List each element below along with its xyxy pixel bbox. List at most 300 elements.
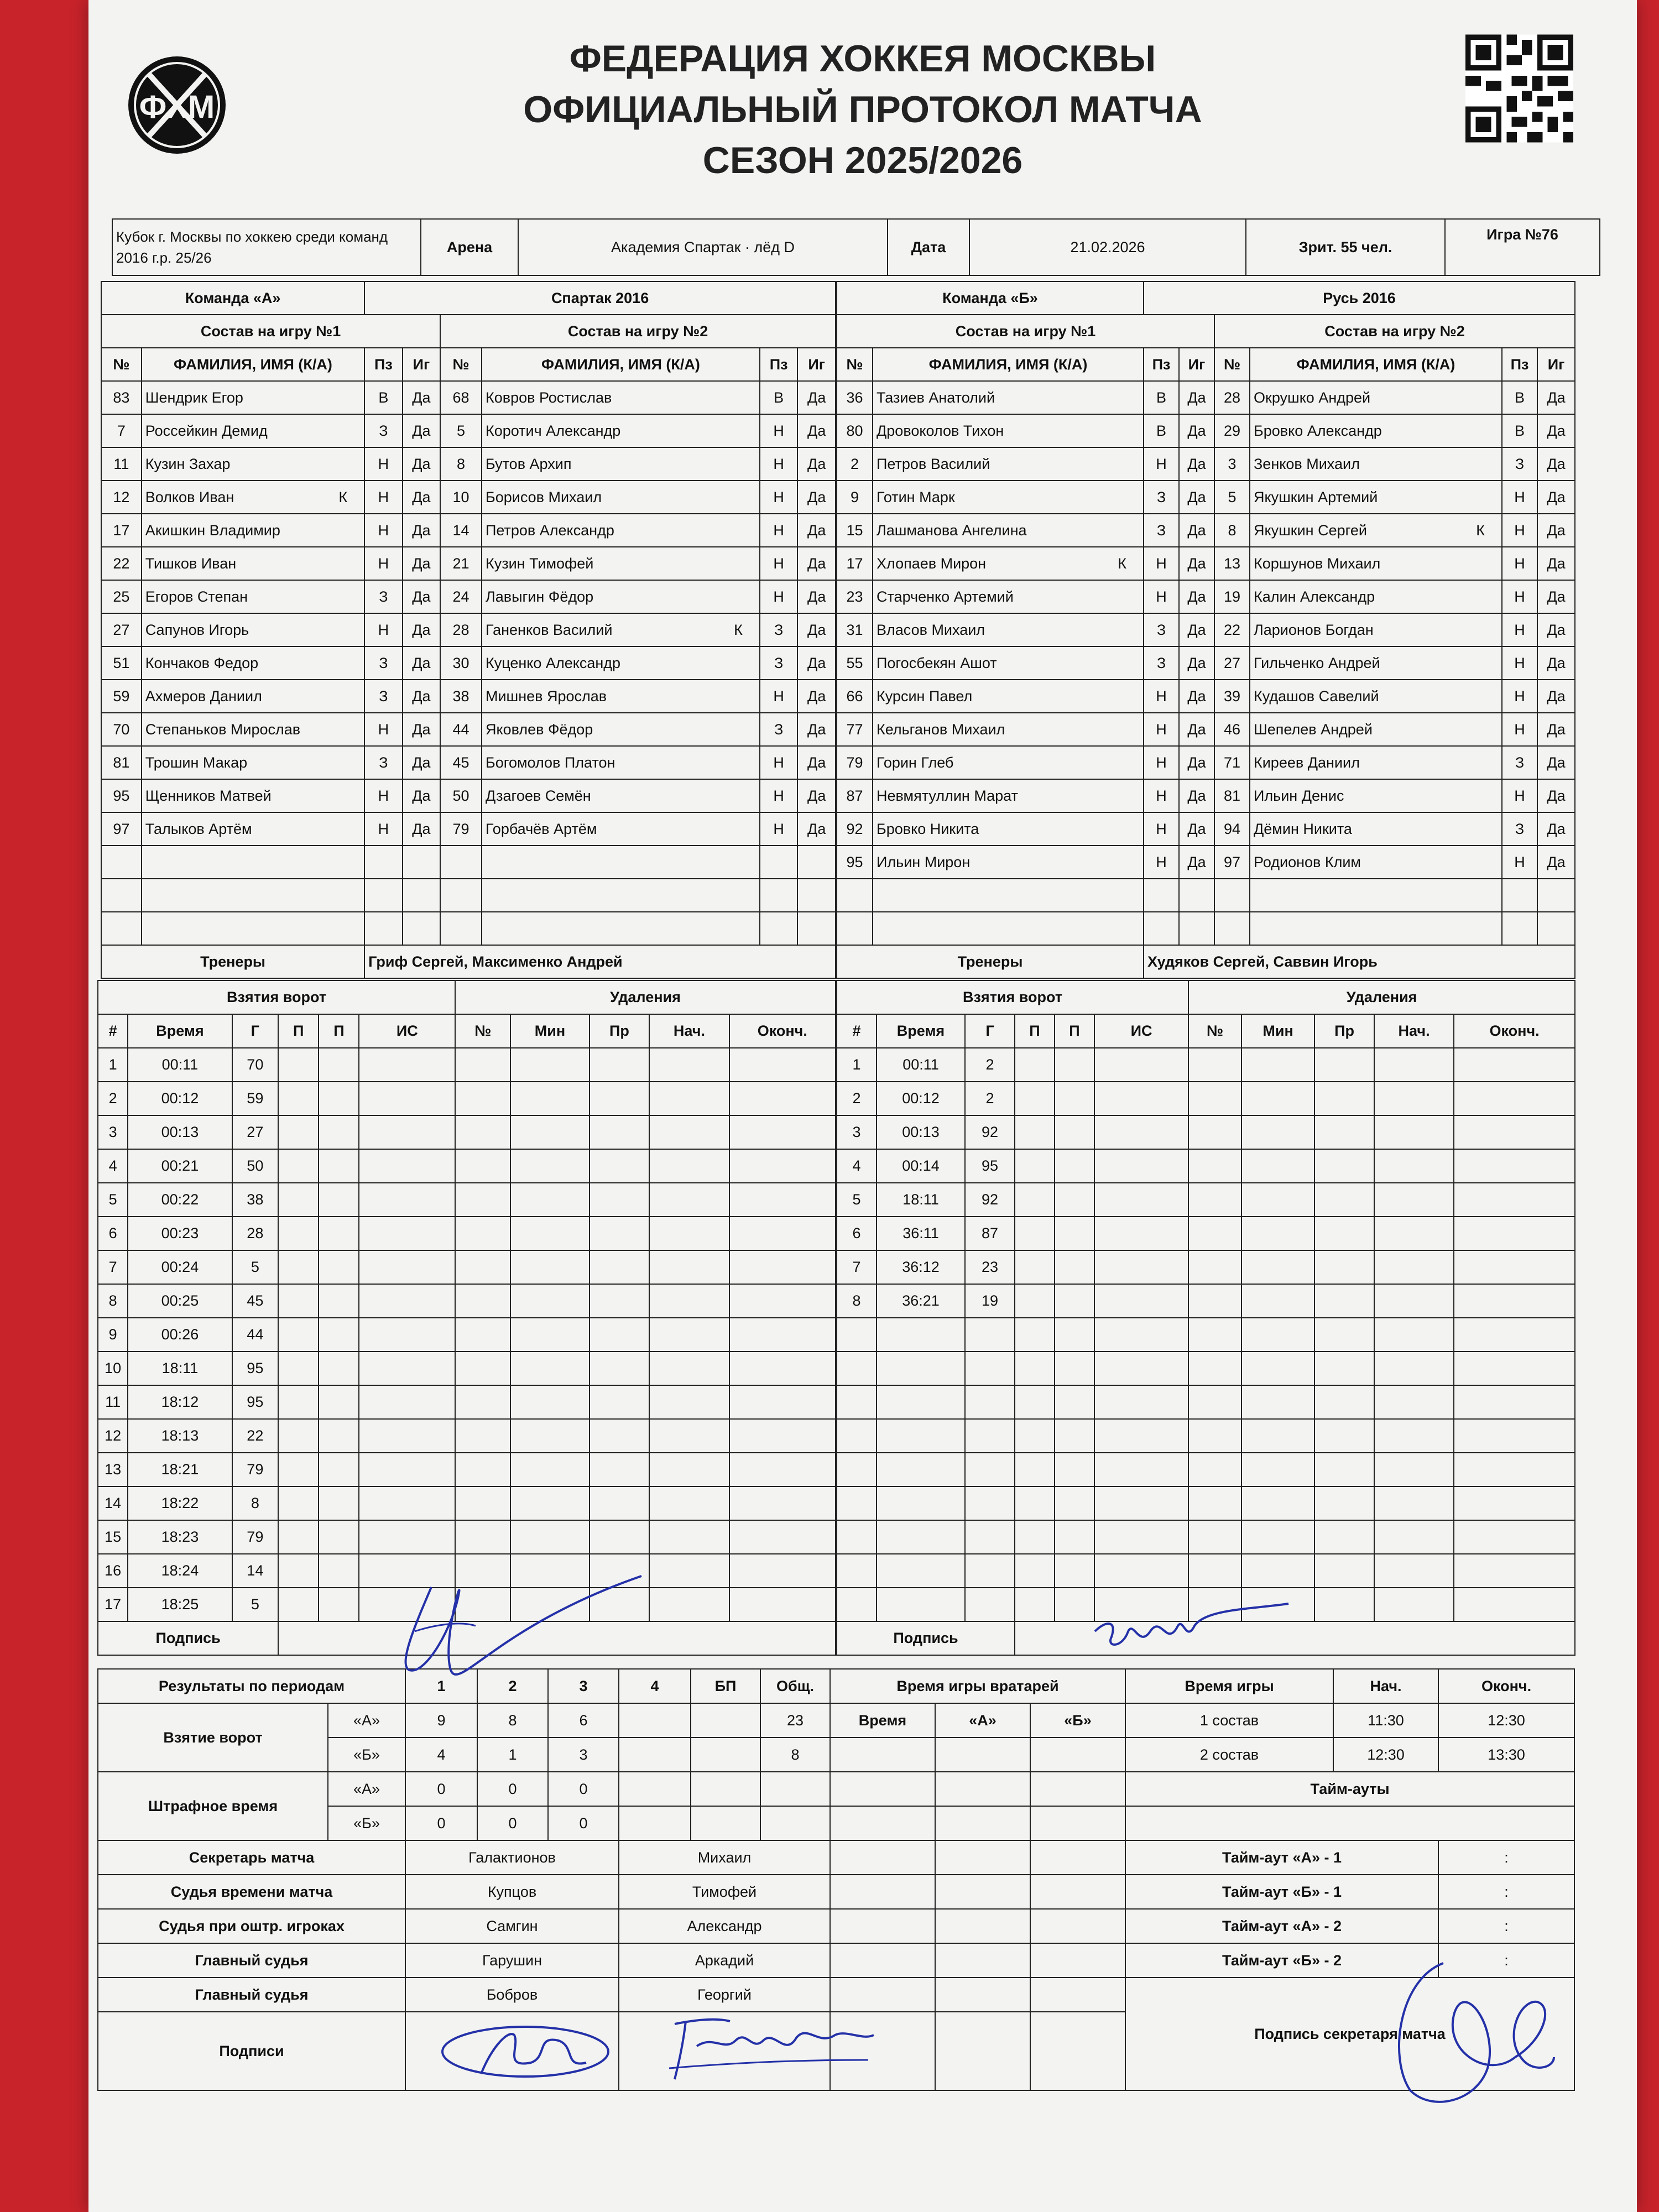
- penalty-cell: [1188, 1149, 1241, 1183]
- goal-index: [837, 1520, 877, 1554]
- penalty-cell: [455, 1419, 510, 1453]
- player-played: Да: [1179, 680, 1214, 713]
- player-name: [482, 846, 760, 879]
- player-played: Да: [403, 746, 440, 779]
- penalty-cell: [510, 1453, 589, 1486]
- player-name-text: Акишкин Владимир: [145, 521, 280, 539]
- player-name-text: Егоров Степан: [145, 588, 248, 605]
- goal-assist-2: [1055, 1217, 1094, 1250]
- team-a-penalties-title: Удаления: [455, 980, 836, 1014]
- player-number: 25: [101, 580, 142, 613]
- table-row: [101, 547, 836, 580]
- player-name-text: Коротич Александр: [485, 422, 621, 439]
- player-position: [760, 912, 797, 945]
- goal-assist-2: [319, 1554, 359, 1588]
- player-name-text: Шендрик Егор: [145, 389, 243, 406]
- player-number: 46: [1214, 713, 1250, 746]
- goal-situation: [1094, 1554, 1188, 1588]
- player-position: Н: [364, 812, 402, 846]
- player-played: Да: [797, 680, 836, 713]
- penalty-cell: [1188, 1554, 1241, 1588]
- penalty-cell: [1241, 1183, 1314, 1217]
- player-name-text: Кузин Захар: [145, 455, 231, 472]
- player-number: 79: [440, 812, 482, 846]
- team-b-sign-field: [1015, 1621, 1575, 1655]
- player-played: Да: [797, 547, 836, 580]
- penalty-cell: [649, 1082, 729, 1115]
- player-played: Да: [1179, 646, 1214, 680]
- table-row: [837, 1554, 1575, 1588]
- player-position: Н: [364, 481, 402, 514]
- player-number: 59: [101, 680, 142, 713]
- player-played: Да: [1179, 381, 1214, 414]
- table-row: [837, 613, 1575, 646]
- player-name-text: Кончаков Федор: [145, 654, 259, 671]
- table-row: [837, 447, 1575, 481]
- player-number: 19: [1214, 580, 1250, 613]
- goal-assist-2: [319, 1284, 359, 1318]
- penalty-cell: [1454, 1048, 1575, 1082]
- goal-index: 8: [98, 1284, 128, 1318]
- player-played: Да: [403, 779, 440, 812]
- goal-assist-1: [278, 1588, 319, 1621]
- goal-assist-1: [1015, 1318, 1055, 1352]
- goal-time: 18:24: [128, 1554, 232, 1588]
- player-played: Да: [1537, 713, 1575, 746]
- player-position: В: [1502, 414, 1537, 447]
- table-row: [837, 414, 1575, 447]
- goal-assist-1: [278, 1520, 319, 1554]
- player-number: 8: [1214, 514, 1250, 547]
- player-played: Да: [403, 613, 440, 646]
- table-row: [101, 646, 836, 680]
- player-played: Да: [797, 447, 836, 481]
- penalty-cell: [510, 1352, 589, 1385]
- player-position: Н: [760, 746, 797, 779]
- penalty-cell: [1241, 1217, 1314, 1250]
- penalty-cell: [649, 1419, 729, 1453]
- captain-mark: К: [1476, 521, 1485, 539]
- player-name: [873, 613, 1144, 646]
- goal-situation: [1094, 1486, 1188, 1520]
- player-name-text: Тишков Иван: [145, 555, 237, 572]
- penalty-cell: [455, 1217, 510, 1250]
- player-name: [1250, 779, 1502, 812]
- goal-situation: [359, 1486, 455, 1520]
- player-played: Да: [403, 646, 440, 680]
- player-name-text: Дровоколов Тихон: [877, 422, 1004, 439]
- goal-assist-2: [1055, 1588, 1094, 1621]
- penalty-cell: [1314, 1115, 1374, 1149]
- player-name-text: Невмятуллин Марат: [877, 787, 1018, 804]
- penalty-cell: [1188, 1250, 1241, 1284]
- player-name: [1250, 912, 1502, 945]
- player-number: 45: [440, 746, 482, 779]
- penalty-cell: [589, 1554, 650, 1588]
- player-name-text: Лашманова Ангелина: [877, 521, 1027, 539]
- goal-index: 8: [837, 1284, 877, 1318]
- table-row: [98, 1419, 836, 1453]
- player-name: [482, 912, 760, 945]
- player-played: Да: [1537, 514, 1575, 547]
- player-name-text: Степаньков Мирослав: [145, 721, 301, 738]
- goal-index: 5: [837, 1183, 877, 1217]
- player-name-text: Якушкин Артемий: [1254, 488, 1378, 505]
- goal-index: [837, 1385, 877, 1419]
- goal-assist-1: [278, 1385, 319, 1419]
- penalty-cell: [589, 1385, 650, 1419]
- penalty-cell: [1314, 1453, 1374, 1486]
- player-position: З: [364, 646, 402, 680]
- roster-header-row: № ФАМИЛИЯ, ИМЯ (К/А) Пз Иг № ФАМИЛИЯ, ИМЯ (К/А) Пз Иг: [101, 348, 836, 381]
- goal-assist-2: [319, 1385, 359, 1419]
- player-number: 80: [837, 414, 873, 447]
- player-position: В: [1144, 381, 1179, 414]
- goal-index: [837, 1486, 877, 1520]
- table-row: [837, 1352, 1575, 1385]
- player-number: 5: [1214, 481, 1250, 514]
- goal-situation: [1094, 1520, 1188, 1554]
- goal-situation: [359, 1115, 455, 1149]
- player-number: [440, 912, 482, 945]
- goal-time: 18:13: [128, 1419, 232, 1453]
- player-position: [1144, 912, 1179, 945]
- table-row: [98, 1115, 836, 1149]
- goal-scorer: [965, 1352, 1015, 1385]
- goal-index: 17: [98, 1588, 128, 1621]
- goal-scorer: 79: [232, 1520, 279, 1554]
- goal-situation: [1094, 1250, 1188, 1284]
- goal-time: 18:23: [128, 1520, 232, 1554]
- penalty-cell: [1374, 1318, 1454, 1352]
- penalty-cell: [1454, 1115, 1575, 1149]
- penalty-cell: [1241, 1318, 1314, 1352]
- title-federation: ФЕДЕРАЦИЯ ХОККЕЯ МОСКВЫ: [569, 38, 1156, 80]
- player-name-text: Кельганов Михаил: [877, 721, 1005, 738]
- goal-index: 16: [98, 1554, 128, 1588]
- player-name-text: Родионов Клим: [1254, 853, 1361, 870]
- player-position: Н: [760, 514, 797, 547]
- player-name-text: Щенников Матвей: [145, 787, 272, 804]
- player-played: Да: [1179, 580, 1214, 613]
- penalty-cell: [649, 1250, 729, 1284]
- player-played: Да: [403, 447, 440, 481]
- penalty-cell: [649, 1554, 729, 1588]
- penalty-cell: [729, 1419, 836, 1453]
- player-position: З: [760, 613, 797, 646]
- penalty-cell: [510, 1217, 589, 1250]
- table-row: [837, 846, 1575, 879]
- penalty-cell: [455, 1453, 510, 1486]
- team-b-roster2-title: Состав на игру №2: [1214, 315, 1575, 348]
- goal-assist-2: [1055, 1318, 1094, 1352]
- goal-scorer: [965, 1486, 1015, 1520]
- captain-mark: К: [338, 488, 348, 505]
- goal-scorer: 2: [965, 1048, 1015, 1082]
- goal-situation: [1094, 1284, 1188, 1318]
- table-row: [98, 1352, 836, 1385]
- penalty-cell: [1314, 1048, 1374, 1082]
- table-row: [101, 746, 836, 779]
- penalty-cell: [649, 1453, 729, 1486]
- player-played: [1179, 879, 1214, 912]
- goal-index: 14: [98, 1486, 128, 1520]
- penalty-cell: [1374, 1486, 1454, 1520]
- table-row: [98, 1183, 836, 1217]
- team-b-roster-rows: [837, 381, 1575, 945]
- penalty-cell: [649, 1520, 729, 1554]
- penalty-cell: [589, 1520, 650, 1554]
- penalty-cell: [1374, 1419, 1454, 1453]
- player-number: 27: [101, 613, 142, 646]
- goal-scorer: [965, 1520, 1015, 1554]
- team-b-sign-label: Подпись: [837, 1621, 1015, 1655]
- player-name-text: Трошин Макар: [145, 754, 248, 771]
- player-name: [873, 879, 1144, 912]
- goal-assist-2: [319, 1318, 359, 1352]
- goal-index: 7: [837, 1250, 877, 1284]
- player-number: 10: [440, 481, 482, 514]
- player-name: [142, 879, 364, 912]
- player-position: [1502, 912, 1537, 945]
- goal-assist-2: [1055, 1048, 1094, 1082]
- table-row: [837, 514, 1575, 547]
- penalty-cell: [1188, 1318, 1241, 1352]
- penalty-cell: [1188, 1588, 1241, 1621]
- goal-assist-2: [319, 1115, 359, 1149]
- goal-time: 00:12: [128, 1082, 232, 1115]
- penalty-cell: [510, 1385, 589, 1419]
- player-number: 66: [837, 680, 873, 713]
- goal-situation: [359, 1149, 455, 1183]
- table-row: [101, 447, 836, 481]
- goal-index: 11: [98, 1385, 128, 1419]
- table-row: [837, 481, 1575, 514]
- penalty-cell: [729, 1588, 836, 1621]
- player-name-text: Гильченко Андрей: [1254, 654, 1380, 671]
- player-number: 29: [1214, 414, 1250, 447]
- player-number: 81: [1214, 779, 1250, 812]
- goal-scorer: 59: [232, 1082, 279, 1115]
- federation-logo: [124, 53, 229, 158]
- table-row: [101, 414, 836, 447]
- goal-situation: [1094, 1183, 1188, 1217]
- player-position: Н: [760, 680, 797, 713]
- penalty-cell: [510, 1284, 589, 1318]
- goal-assist-1: [1015, 1385, 1055, 1419]
- goal-index: 15: [98, 1520, 128, 1554]
- player-name: [482, 680, 760, 713]
- player-name-text: Горин Глеб: [877, 754, 954, 771]
- penalty-cell: [1188, 1486, 1241, 1520]
- player-number: 81: [101, 746, 142, 779]
- player-name: [873, 414, 1144, 447]
- penalty-cell: [589, 1048, 650, 1082]
- player-number: 44: [440, 713, 482, 746]
- goal-scorer: 95: [965, 1149, 1015, 1183]
- goal-situation: [1094, 1048, 1188, 1082]
- player-name-text: Бутов Архип: [485, 455, 572, 472]
- player-position: З: [1502, 812, 1537, 846]
- penalty-cell: [1314, 1318, 1374, 1352]
- player-position: Н: [1502, 779, 1537, 812]
- player-played: Да: [1179, 481, 1214, 514]
- penalty-cell: [729, 1453, 836, 1486]
- goal-time: 00:13: [128, 1115, 232, 1149]
- table-row: [101, 779, 836, 812]
- penalty-cell: [1454, 1318, 1575, 1352]
- goal-situation: [1094, 1419, 1188, 1453]
- player-name: [142, 547, 364, 580]
- goal-index: [837, 1453, 877, 1486]
- table-row: [837, 1318, 1575, 1352]
- penalty-cell: [1188, 1217, 1241, 1250]
- goal-situation: [1094, 1588, 1188, 1621]
- table-row: [837, 879, 1575, 912]
- penalty-cell: [455, 1385, 510, 1419]
- player-name: [1250, 547, 1502, 580]
- table-row: [101, 514, 836, 547]
- player-name: [142, 779, 364, 812]
- penalty-cell: [1314, 1520, 1374, 1554]
- penalty-cell: [589, 1318, 650, 1352]
- player-name: [482, 381, 760, 414]
- player-position: [364, 912, 402, 945]
- player-position: Н: [1502, 713, 1537, 746]
- goal-index: 12: [98, 1419, 128, 1453]
- penalty-cell: [1314, 1419, 1374, 1453]
- player-name: [1250, 746, 1502, 779]
- goal-assist-2: [1055, 1419, 1094, 1453]
- player-played: Да: [1537, 414, 1575, 447]
- player-name-text: Талыков Артём: [145, 820, 252, 837]
- table-row: [837, 1284, 1575, 1318]
- goal-assist-1: [278, 1419, 319, 1453]
- goal-scorer: 95: [232, 1352, 279, 1385]
- team-b-coaches: Худяков Сергей, Саввин Игорь: [1144, 945, 1575, 978]
- player-name-text: Сапунов Игорь: [145, 621, 249, 638]
- goal-time: 36:11: [877, 1217, 965, 1250]
- team-a-label: Команда «А»: [101, 281, 364, 315]
- player-name-text: Борисов Михаил: [485, 488, 602, 505]
- penalty-cell: [1188, 1048, 1241, 1082]
- penalty-cell: [1188, 1082, 1241, 1115]
- player-position: Н: [760, 812, 797, 846]
- table-row: [837, 547, 1575, 580]
- penalty-cell: [649, 1183, 729, 1217]
- penalty-cell: [1314, 1217, 1374, 1250]
- goal-assist-2: [1055, 1352, 1094, 1385]
- penalty-cell: [510, 1419, 589, 1453]
- penalty-cell: [649, 1588, 729, 1621]
- player-name: [142, 481, 364, 514]
- player-number: 94: [1214, 812, 1250, 846]
- player-played: Да: [1179, 447, 1214, 481]
- table-row: [837, 713, 1575, 746]
- player-name: [482, 713, 760, 746]
- table-row: [837, 1082, 1575, 1115]
- player-number: 28: [440, 613, 482, 646]
- goal-assist-1: [1015, 1352, 1055, 1385]
- player-played: Да: [797, 646, 836, 680]
- player-position: В: [364, 381, 402, 414]
- penalty-cell: [1188, 1352, 1241, 1385]
- goal-index: 6: [98, 1217, 128, 1250]
- table-row: [98, 1554, 836, 1588]
- table-row: [837, 1115, 1575, 1149]
- goal-situation: [1094, 1352, 1188, 1385]
- player-name-text: Ильин Денис: [1254, 787, 1344, 804]
- player-played: Да: [1537, 680, 1575, 713]
- penalty-cell: [1454, 1453, 1575, 1486]
- player-position: Н: [1144, 779, 1179, 812]
- player-position: Н: [1144, 680, 1179, 713]
- player-position: [760, 879, 797, 912]
- player-name: [482, 414, 760, 447]
- pim-label: Штрафное время: [98, 1772, 328, 1840]
- player-number: 50: [440, 779, 482, 812]
- table-row: [98, 1318, 836, 1352]
- penalty-cell: [589, 1453, 650, 1486]
- game-time-title: Время игры: [1125, 1669, 1333, 1703]
- player-position: З: [364, 680, 402, 713]
- table-row: [837, 646, 1575, 680]
- goal-time: 18:11: [128, 1352, 232, 1385]
- penalty-cell: [510, 1486, 589, 1520]
- player-name-text: Ларионов Богдан: [1254, 621, 1374, 638]
- player-number: 70: [101, 713, 142, 746]
- penalty-cell: [1241, 1352, 1314, 1385]
- player-name: [1250, 646, 1502, 680]
- goal-assist-1: [278, 1352, 319, 1385]
- penalty-cell: [1314, 1554, 1374, 1588]
- penalty-cell: [729, 1352, 836, 1385]
- goal-situation: [359, 1385, 455, 1419]
- secretary-sign-label: Подпись секретаря матча: [1125, 1978, 1574, 2090]
- player-number: 51: [101, 646, 142, 680]
- team-a-name: Спартак 2016: [364, 281, 836, 315]
- penalty-cell: [1241, 1419, 1314, 1453]
- player-name: [873, 447, 1144, 481]
- penalty-cell: [510, 1082, 589, 1115]
- goal-time: 00:25: [128, 1284, 232, 1318]
- player-name: [482, 646, 760, 680]
- player-position: З: [760, 713, 797, 746]
- penalty-cell: [1314, 1082, 1374, 1115]
- player-played: Да: [1179, 514, 1214, 547]
- player-name: [873, 912, 1144, 945]
- player-position: З: [1144, 481, 1179, 514]
- player-name-text: Власов Михаил: [877, 621, 985, 638]
- player-played: Да: [1179, 414, 1214, 447]
- goal-scorer: 70: [232, 1048, 279, 1082]
- penalty-cell: [729, 1520, 836, 1554]
- player-position: Н: [1144, 547, 1179, 580]
- team-b-coaches-label: Тренеры: [837, 945, 1144, 978]
- goal-assist-2: [1055, 1250, 1094, 1284]
- player-name-text: Хлопаев Мирон: [877, 555, 987, 572]
- table-row: [101, 812, 836, 846]
- penalty-cell: [1454, 1385, 1575, 1419]
- player-played: Да: [797, 580, 836, 613]
- goal-assist-1: [1015, 1284, 1055, 1318]
- player-number: 38: [440, 680, 482, 713]
- goal-time: 18:25: [128, 1588, 232, 1621]
- penalty-cell: [649, 1352, 729, 1385]
- goal-assist-1: [1015, 1588, 1055, 1621]
- penalty-cell: [1374, 1588, 1454, 1621]
- penalty-cell: [729, 1048, 836, 1082]
